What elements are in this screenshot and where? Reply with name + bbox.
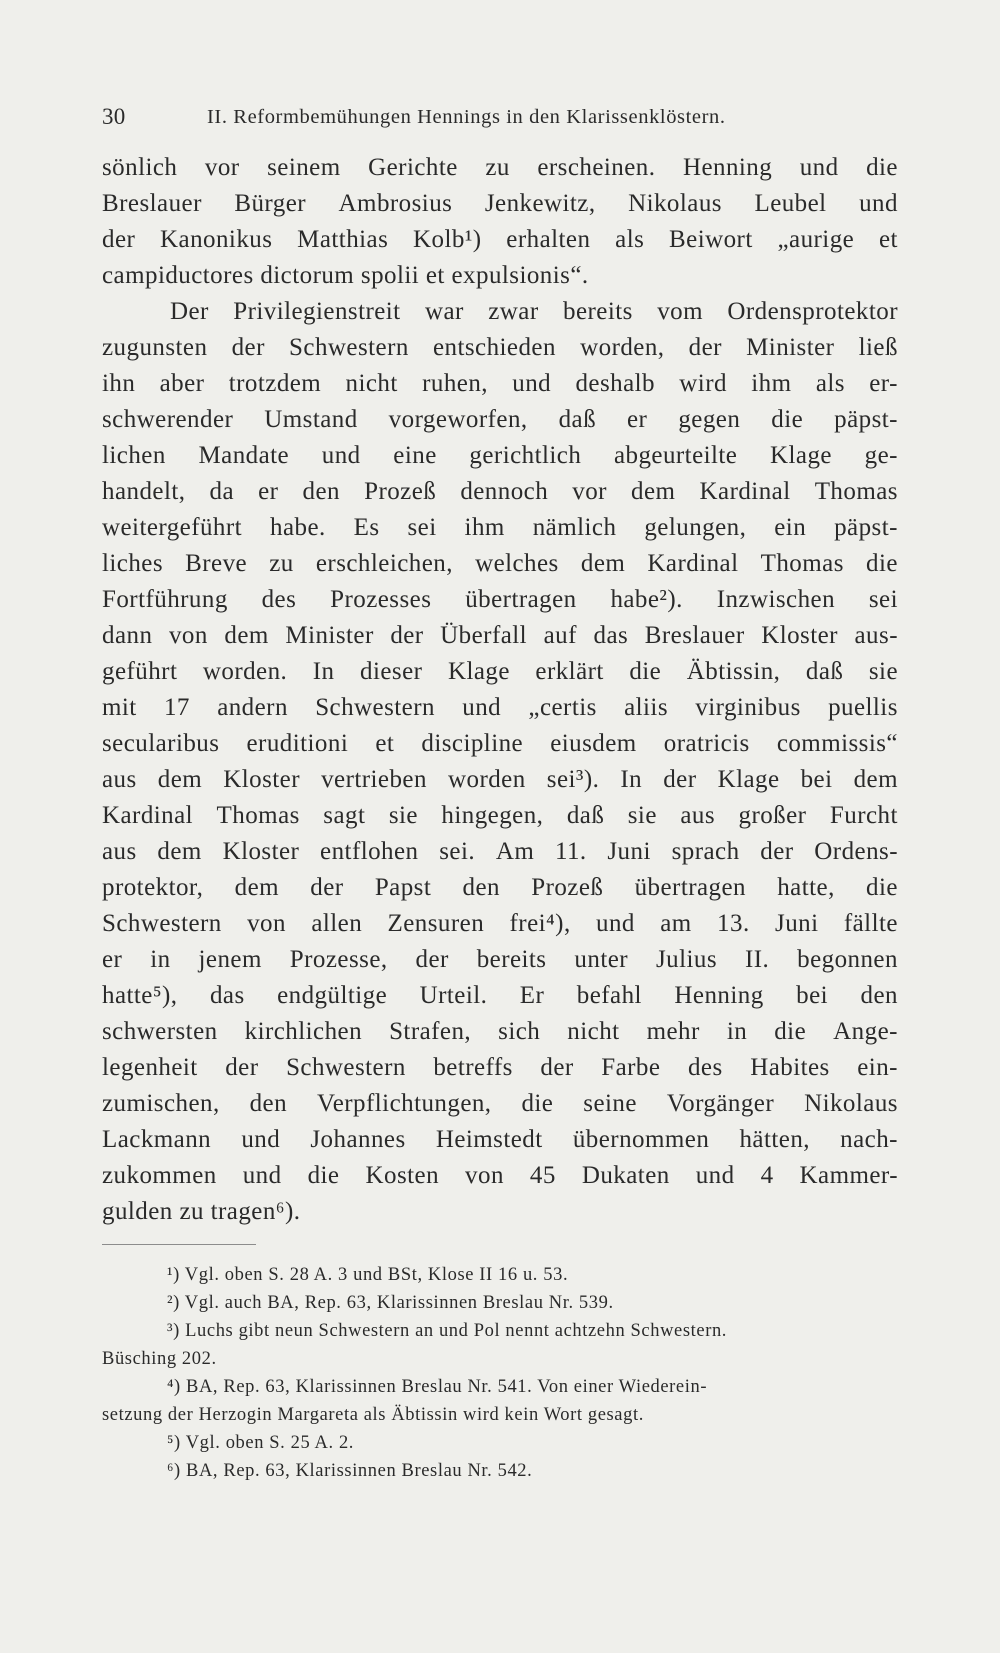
word: Lackmann [102,1126,212,1153]
word: sei. [439,838,476,865]
word: II. [744,946,770,973]
word: dennoch [460,478,549,505]
word: Kolb¹) [413,226,482,253]
word: der [102,226,136,253]
word: den [302,478,340,505]
word: zukommen [102,1162,217,1189]
word: und [799,154,839,181]
word: von [247,910,286,937]
word: worden, [580,334,665,361]
text-line [102,294,898,330]
text-line [102,654,898,690]
word: päpst- [834,406,898,433]
word: dem [234,874,280,901]
footnote-line: Büsching 202. [102,1349,217,1369]
word: ihm [464,514,505,541]
word: Urteil. [419,982,488,1009]
word: nämlich [532,514,617,541]
word: Juni [607,838,651,865]
word: ließ [858,334,898,361]
running-title: II. Reformbemühungen Hennings in den Klarissenklöstern. [207,106,726,128]
word: frei⁴), [509,910,571,937]
word: 45 [529,1162,556,1189]
word: Inzwischen [716,586,836,613]
word: vertrieben [321,766,427,793]
text-line [102,1122,898,1158]
text-line [102,618,898,654]
word: der [390,622,424,649]
text-line [102,510,898,546]
word: vorgeworfen, [388,406,528,433]
text-line [102,186,898,222]
text-line [102,906,898,942]
text-line [102,366,898,402]
word: Strafen, [389,1018,472,1045]
word: Schwestern [286,1054,406,1081]
word: gelungen, [644,514,747,541]
word: Er [519,982,545,1009]
word: und [695,1162,735,1189]
word: hatte, [777,874,835,901]
word: Habites [750,1054,830,1081]
word: auf [543,622,577,649]
word: er- [869,370,898,397]
word: vor [204,154,240,181]
text-line [102,438,898,474]
word: die [771,406,804,433]
word: der [760,838,794,865]
word: Schwestern [102,910,222,937]
word: Nikolaus [628,190,722,217]
word: Prozesse, [289,946,388,973]
word: großer [738,802,807,829]
word: Ambrosius [338,190,453,217]
word: In [620,766,643,793]
book-page [102,100,898,1485]
text-line [102,798,898,834]
word: der [225,1054,259,1081]
word: Schwestern [289,334,409,361]
word: habe²). [610,586,683,613]
word: schwersten [102,1018,218,1045]
word: den [462,874,500,901]
word: Prozesses [330,586,432,613]
word: ein [774,514,807,541]
word: der [231,334,265,361]
word: Kloster [761,622,838,649]
word: Minister [285,622,374,649]
word: Umstand [264,406,358,433]
word: bereits [476,946,547,973]
word: et [375,730,395,757]
text-line [102,1014,898,1050]
word: Dukaten [581,1162,670,1189]
word: die [866,550,898,577]
word: vom [657,298,703,325]
word: endgültige [277,982,388,1009]
word: nicht [567,1018,620,1045]
word: Farbe [601,1054,661,1081]
word: des [687,1054,723,1081]
word: Verpflichtungen, [317,1090,492,1117]
word: liches [102,550,164,577]
word: hätten, [739,1126,810,1153]
word: zu [269,550,294,577]
word: Kloster [223,766,300,793]
word: Ordensprotektor [727,298,898,325]
text-line [102,726,898,762]
word: sie [388,802,418,829]
footnotes [102,1261,898,1485]
text-line [102,1086,898,1122]
word: sprach [671,838,740,865]
footnote-line: ⁴) BA, Rep. 63, Klarissinnen Breslau Nr. 541. Von einer Wiederein- [167,1377,708,1397]
word: seine [583,1090,637,1117]
word: entflohen [320,838,419,865]
word: mehr [646,1018,700,1045]
word: betreffs [433,1054,513,1081]
word: kirchlichen [244,1018,363,1045]
word: habe. [270,514,326,541]
word: Julius [655,946,718,973]
word: und [241,1126,281,1153]
word: Thomas [760,550,844,577]
word: übertragen [465,586,577,613]
word: nach- [840,1126,898,1153]
word: Kloster [222,838,300,865]
word: erscheinen. [537,154,656,181]
word: schwerender [102,406,234,433]
word: aber [159,370,205,397]
word: die [307,1162,340,1189]
word: entschieden [432,334,556,361]
word: abgeurteilte [613,442,738,469]
footnote-divider [102,1244,256,1245]
word: hatte⁵), [102,982,178,1009]
word: dieser [360,658,423,685]
word: trotzdem [228,370,322,397]
word: und [512,370,552,397]
word: sie [627,802,657,829]
word: Furcht [829,802,898,829]
text-line [102,690,898,726]
word: fällte [843,910,898,937]
text-line [102,546,898,582]
word: aus- [854,622,898,649]
word: dem [631,478,676,505]
word: jenem [198,946,262,973]
word: 11. [554,838,587,865]
word: Heimstedt [435,1126,543,1153]
word: die [521,1090,554,1117]
text-line [102,762,898,798]
word: Am [495,838,535,865]
word: Jenkewitz, [484,190,596,217]
word: der [663,766,697,793]
word: Klage [717,766,780,793]
word: legenheit [102,1054,198,1081]
word: zwar [488,298,539,325]
word: handelt, [102,478,186,505]
word: aus [102,838,137,865]
page-header [102,100,898,138]
word: Mandate [198,442,290,469]
word: Breslauer [644,622,745,649]
word: ein- [857,1054,898,1081]
word: das [593,622,629,649]
word: daß [566,802,605,829]
word: nicht [345,370,398,397]
word: Prozeß [364,478,437,505]
word: virginibus [695,694,801,721]
word: et [878,226,898,253]
word: Bürger [234,190,307,217]
word: worden. [202,658,288,685]
footnote-line: ⁶) BA, Rep. 63, Klarissinnen Breslau Nr. 542. [167,1461,533,1481]
word: bei [796,982,829,1009]
word: Breslauer [102,190,202,217]
word: den [860,982,898,1009]
word: übertragen [634,874,746,901]
word: worden [448,766,526,793]
word: mit [102,694,137,721]
word: discipline [421,730,524,757]
word: Prozeß [531,874,604,901]
footnote-line: ¹) Vgl. oben S. 28 A. 3 und BSt, Klose II 16 u. 53. [167,1265,569,1285]
text-line [102,834,898,870]
word: gegen [678,406,741,433]
text-line [102,942,898,978]
word: Kanonikus [160,226,273,253]
word: und [242,1162,282,1189]
word: allen [311,910,363,937]
text-line [102,222,898,258]
word: gerichtlich [469,442,582,469]
word: erhalten [506,226,591,253]
word: Nikolaus [804,1090,898,1117]
word: Klage [770,442,832,469]
word: bei [800,766,833,793]
word: als [815,370,845,397]
word: erklärt [535,658,604,685]
word: hingegen, [441,802,544,829]
word: aus [680,802,716,829]
word: In [312,658,335,685]
word: eruditioni [246,730,349,757]
word: Der [170,298,209,325]
word: ruhen, [422,370,488,397]
word: der [688,334,722,361]
word: und [462,694,502,721]
word: unter [574,946,629,973]
word: Matthias [297,226,389,253]
word: sich [498,1018,541,1045]
word: zugunsten [102,334,208,361]
word: sei [407,514,437,541]
text-line [102,402,898,438]
word: Beiwort [669,226,753,253]
word: commissis“ [776,730,898,757]
word: dann [102,622,153,649]
word: „aurige [777,226,855,253]
word: Es [353,514,380,541]
word: und [321,442,361,469]
word: Klage [447,658,510,685]
word: Kardinal [102,802,194,829]
footnote-line: ⁵) Vgl. oben S. 25 A. 2. [167,1433,355,1453]
word: dem [224,622,269,649]
word: ihm [751,370,792,397]
word: der [540,1054,574,1081]
word: welches [475,550,559,577]
word: Thomas [216,802,300,829]
word: deshalb [575,370,655,397]
word: am [660,910,692,937]
word: Zensuren [387,910,485,937]
word: da [209,478,235,505]
word: dem [580,550,626,577]
text-line [102,474,898,510]
word: „certis [528,694,597,721]
word: sie [868,658,898,685]
word: Juni [775,910,819,937]
word: und [596,910,635,937]
word: seinem [267,154,341,181]
word: als [615,226,645,253]
word: Vorgänger [666,1090,775,1117]
word: Privilegienstreit [233,298,401,325]
word: übernommen [572,1126,710,1153]
word: vor [572,478,607,505]
word: geführt [102,658,178,685]
word: oratricis [663,730,750,757]
word: Kosten [365,1162,440,1189]
word: puellis [828,694,898,721]
word: Kardinal [647,550,739,577]
word: sagt [323,802,366,829]
word: erschleichen, [315,550,453,577]
word: daß [558,406,597,433]
word: 17 [163,694,190,721]
word: aliis [624,694,669,721]
word: er [627,406,648,433]
word: weitergeführt [102,514,243,541]
word: ge- [864,442,898,469]
text-line [102,330,898,366]
word: in [150,946,171,973]
text-line [102,150,898,186]
word: Fortführung [102,586,228,613]
word: bereits [563,298,633,325]
text-line [102,978,898,1014]
word: andern [217,694,288,721]
word: den [249,1090,288,1117]
word: Johannes [310,1126,406,1153]
word: die [866,154,898,181]
word: war [424,298,464,325]
word: des [261,586,297,613]
text-line [102,1158,898,1194]
word: die [774,1018,807,1045]
word: begonnen [797,946,898,973]
word: 4 [760,1162,774,1189]
word: 13. [717,910,750,937]
word: zu [485,154,510,181]
word: dem [157,838,202,865]
word: Leubel [754,190,827,217]
word: daß [805,658,844,685]
word: eiusdem [550,730,637,757]
word: Kammer- [799,1162,898,1189]
text-line [102,870,898,906]
word: secularibus [102,730,220,757]
word: die [866,874,898,901]
word: ihn [102,370,136,397]
word: von [168,622,208,649]
word: in [726,1018,748,1045]
word: und [859,190,898,217]
word: dem [157,766,203,793]
word: sönlich [102,154,178,181]
word: er [258,478,279,505]
word: der [310,874,344,901]
word: aus [102,766,137,793]
text-line: gulden zu tragen⁶). [102,1198,301,1225]
word: Ange- [833,1018,898,1045]
word: befahl [576,982,642,1009]
word: Äbtissin, [686,658,781,685]
text-line [102,1050,898,1086]
word: Überfall [440,622,528,649]
word: Minister [746,334,835,361]
word: zumischen, [102,1090,220,1117]
word: Kardinal [699,478,791,505]
word: wird [679,370,727,397]
word: Schwestern [315,694,435,721]
word: dem [853,766,898,793]
word: Henning [674,982,764,1009]
word: das [209,982,245,1009]
word: protektor, [102,874,204,901]
page-number: 30 [102,104,126,129]
word: Thomas [814,478,898,505]
word: Breve [185,550,248,577]
text-line [102,582,898,618]
word: lichen [102,442,166,469]
word: päpst- [834,514,898,541]
word: die [629,658,662,685]
footnote-line: ²) Vgl. auch BA, Rep. 63, Klarissinnen Breslau Nr. 539. [167,1293,614,1313]
word: sei [868,586,898,613]
word: eine [393,442,437,469]
word: er [102,946,123,973]
word: Gerichte [368,154,458,181]
word: von [465,1162,504,1189]
word: Henning [682,154,773,181]
footnote-line: ³) Luchs gibt neun Schwestern an und Pol nennt achtzehn Schwestern. [167,1321,728,1341]
word: Ordens- [814,838,898,865]
footnote-line: setzung der Herzogin Margareta als Äbtissin wird kein Wort gesagt. [102,1405,644,1425]
text-line: campiductores dictorum spolii et expulsionis“. [102,262,589,289]
word: sei³). [546,766,600,793]
word: der [415,946,449,973]
main-text [102,150,898,1230]
word: Papst [374,874,432,901]
